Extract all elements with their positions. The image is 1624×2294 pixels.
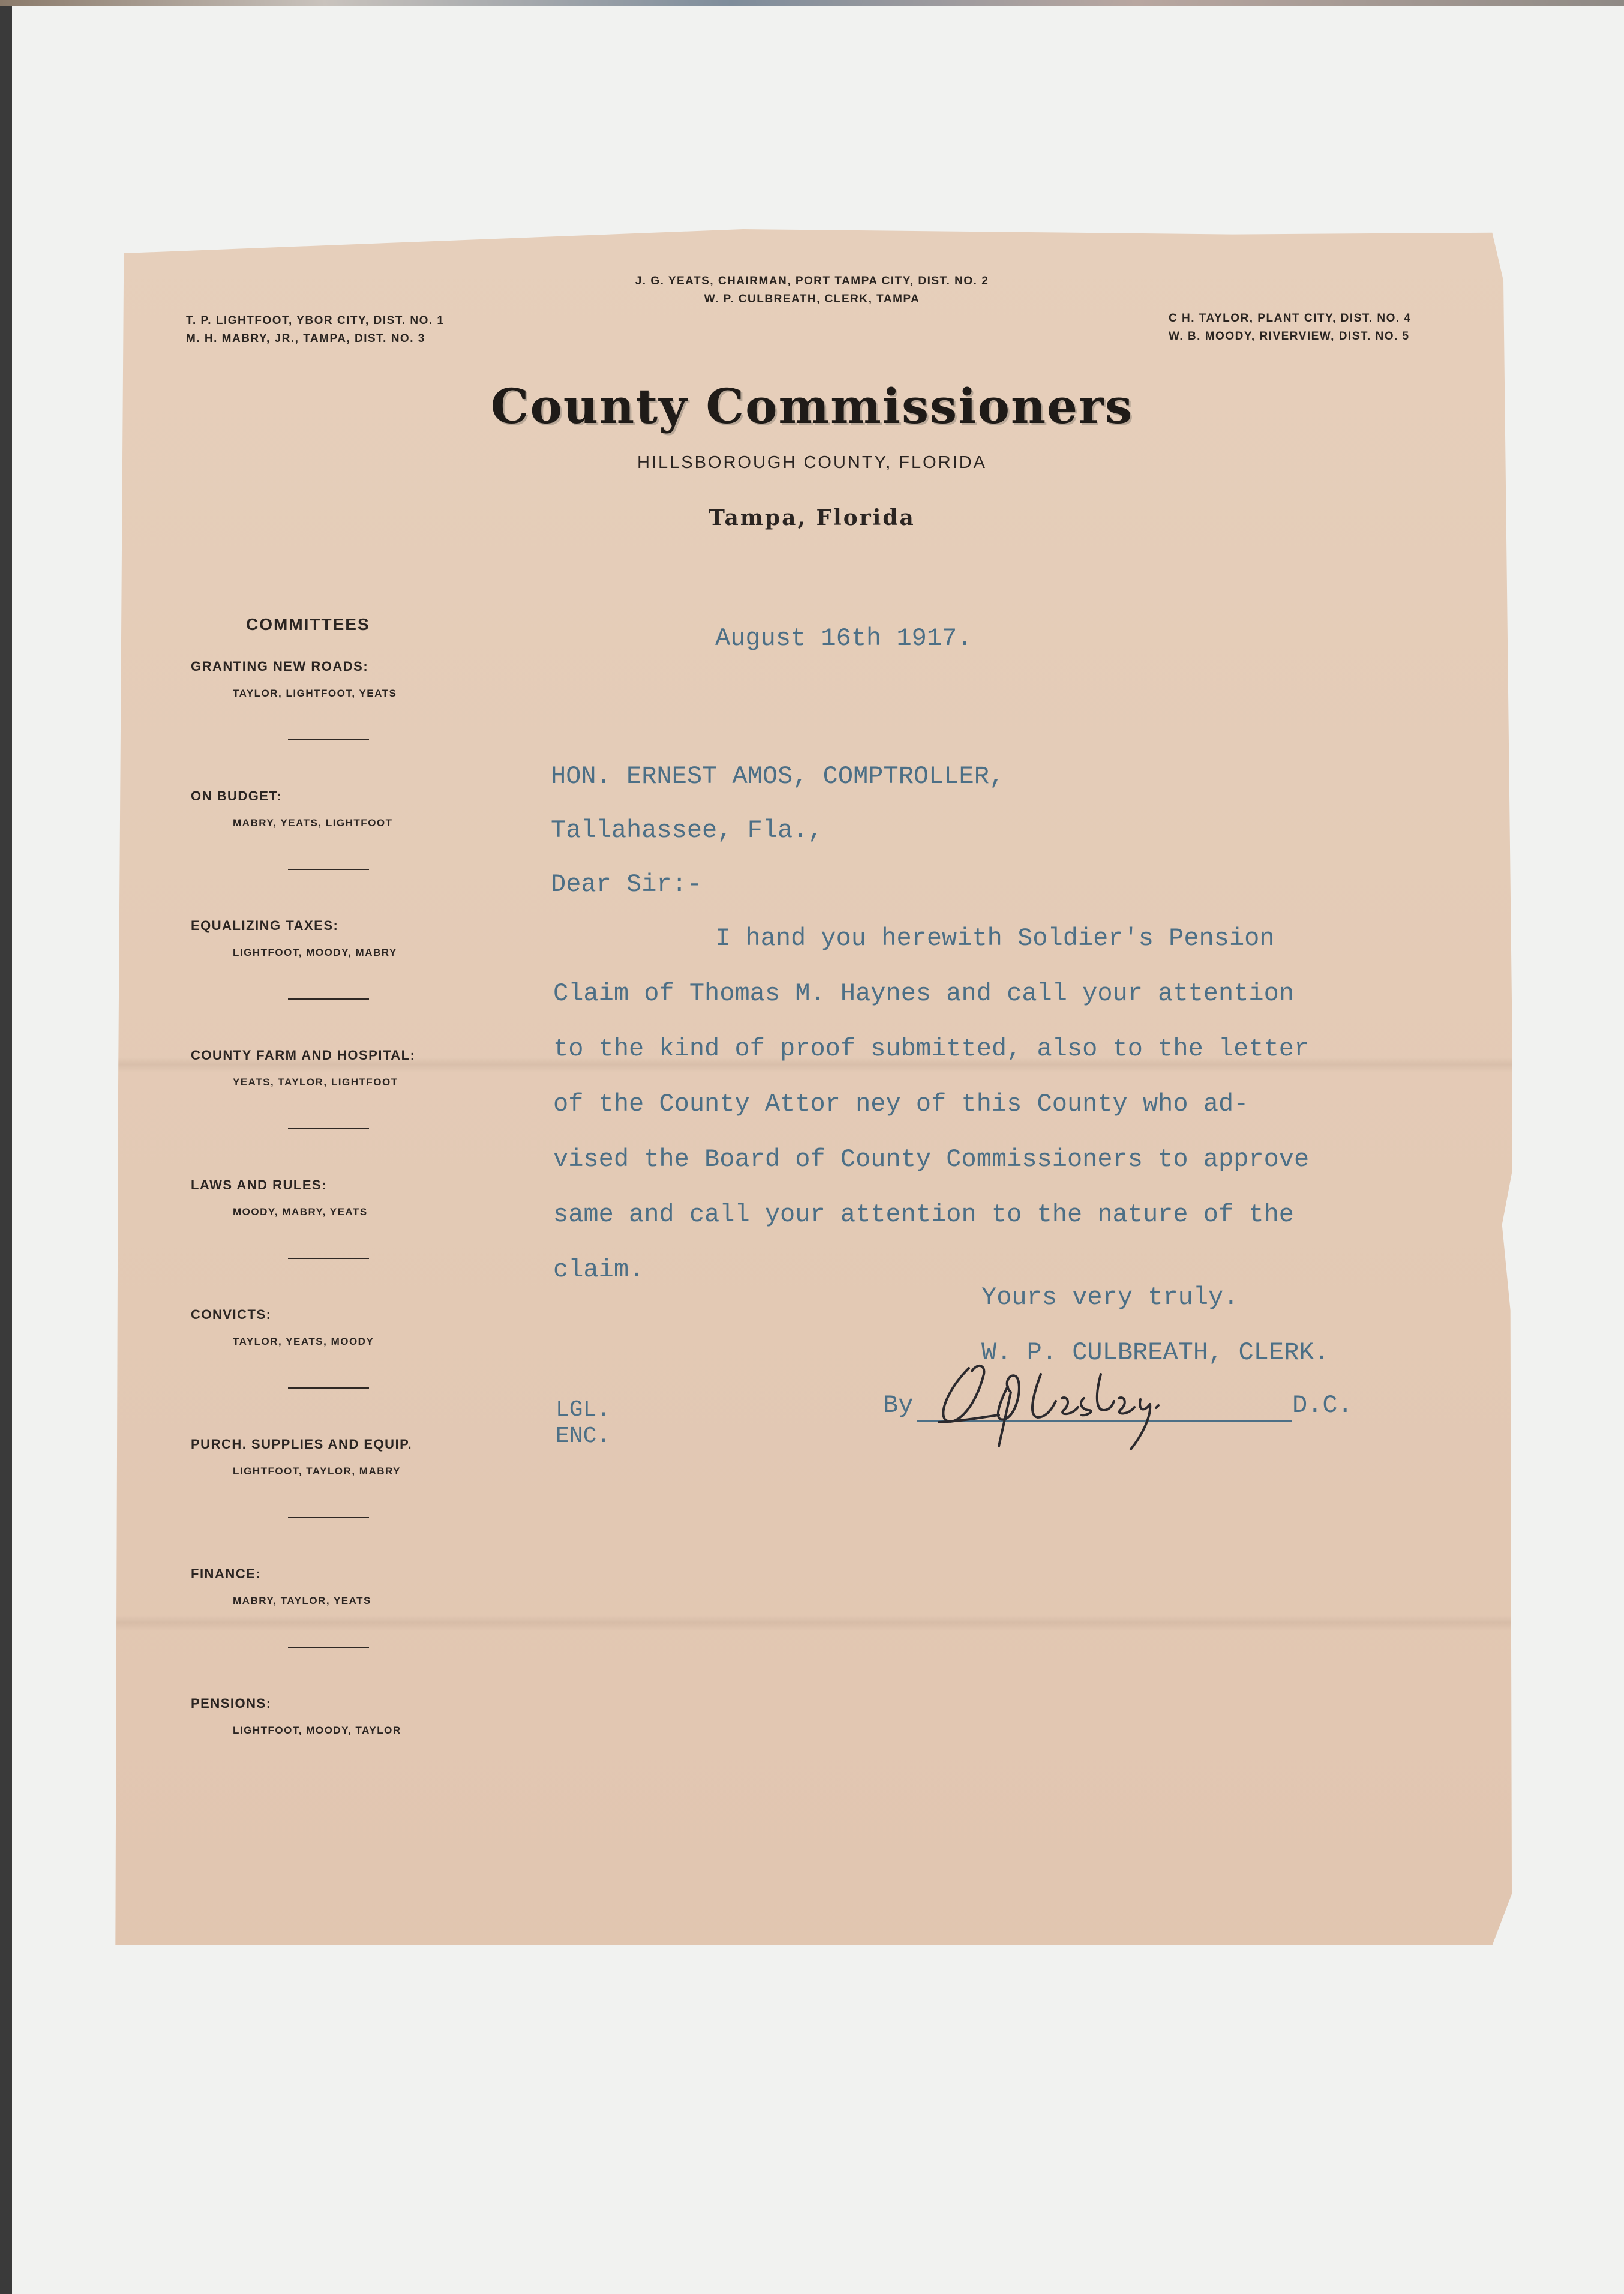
body-line: same and call your attention to the nature of the — [553, 1200, 1295, 1229]
committee-members: MABRY, YEATS, LIGHTFOOT — [233, 817, 393, 829]
committee-members: LIGHTFOOT, MOODY, MABRY — [233, 947, 397, 958]
scanner-edge-top — [0, 0, 1624, 6]
body-line: vised the Board of County Commissioners to approve — [553, 1145, 1310, 1174]
committee-name: PENSIONS: — [191, 1696, 272, 1711]
committee-divider — [288, 998, 369, 1000]
scanner-edge-left — [0, 6, 12, 2294]
committee-divider — [288, 1387, 369, 1389]
closing: Yours very truly. — [981, 1283, 1239, 1312]
committee-divider — [288, 1258, 369, 1259]
recipient-name: HON. ERNEST AMOS, COMPTROLLER, — [551, 762, 1005, 791]
typist-initials: LGL. — [556, 1397, 611, 1423]
commissioner-right-2: W. B. MOODY, RIVERVIEW, DIST. NO. 5 — [1169, 330, 1410, 343]
committee-item — [191, 788, 479, 870]
committee-name: LAWS AND RULES: — [191, 1177, 328, 1192]
committee-members: TAYLOR, LIGHTFOOT, YEATS — [233, 688, 397, 699]
body-line: to the kind of proof submitted, also to the letter — [553, 1034, 1310, 1063]
letterhead-subtitle: HILLSBOROUGH COUNTY, FLORIDA — [637, 453, 987, 472]
committees-heading: COMMITTEES — [246, 615, 370, 634]
committee-name: COUNTY FARM AND HOSPITAL: — [191, 1048, 416, 1063]
committee-divider — [288, 869, 369, 870]
committee-members: MOODY, MABRY, YEATS — [233, 1206, 368, 1218]
committee-divider — [288, 1128, 369, 1129]
committee-name: FINANCE: — [191, 1566, 262, 1581]
committee-members: YEATS, TAYLOR, LIGHTFOOT — [233, 1076, 398, 1088]
committee-members: LIGHTFOOT, TAYLOR, MABRY — [233, 1465, 401, 1477]
committee-name: EQUALIZING TAXES: — [191, 918, 339, 933]
committee-members: TAYLOR, YEATS, MOODY — [233, 1336, 374, 1347]
committee-members: MABRY, TAYLOR, YEATS — [233, 1595, 371, 1606]
committee-item — [191, 1048, 479, 1129]
commissioner-left-2: M. H. MABRY, JR., TAMPA, DIST. NO. 3 — [186, 332, 425, 345]
dc-label: D.C. — [1292, 1391, 1353, 1420]
committee-name: ON BUDGET: — [191, 788, 282, 803]
committee-item — [191, 1177, 479, 1259]
committee-members: LIGHTFOOT, MOODY, TAYLOR — [233, 1725, 401, 1736]
recipient-city: Tallahassee, Fla., — [551, 816, 823, 845]
committee-name: GRANTING NEW ROADS: — [191, 659, 369, 674]
commissioner-right-1: C H. TAYLOR, PLANT CITY, DIST. NO. 4 — [1169, 312, 1412, 325]
signatory: W. P. CULBREATH, CLERK. — [981, 1338, 1329, 1367]
committee-item — [191, 1566, 479, 1648]
committee-divider — [288, 739, 369, 740]
chairman-line: J. G. YEATS, CHAIRMAN, PORT TAMPA CITY, DIST. NO. 2 — [635, 275, 989, 287]
committee-item — [191, 1696, 479, 1737]
salutation: Dear Sir:- — [551, 870, 703, 899]
body-line: claim. — [553, 1255, 644, 1284]
commissioner-left-1: T. P. LIGHTFOOT, YBOR CITY, DIST. NO. 1 — [186, 314, 445, 327]
committee-divider — [288, 1517, 369, 1518]
committee-divider — [288, 1647, 369, 1648]
committee-item — [191, 1437, 479, 1518]
letterhead-title: County Commissioners — [490, 378, 1134, 434]
clerk-line: W. P. CULBREATH, CLERK, TAMPA — [704, 293, 920, 305]
letter-date: August 16th 1917. — [715, 624, 972, 653]
letterhead-city: Tampa, Florida — [709, 505, 915, 530]
handwritten-signature — [927, 1350, 1263, 1452]
committee-name: PURCH. SUPPLIES AND EQUIP. — [191, 1437, 413, 1452]
by-label: By — [883, 1391, 914, 1420]
committee-item — [191, 1307, 479, 1389]
body-line: of the County Attor ney of this County who ad- — [553, 1090, 1249, 1118]
body-line: I hand you herewith Soldier's Pension — [715, 924, 1275, 953]
enclosure-note: ENC. — [556, 1423, 611, 1449]
body-line: Claim of Thomas M. Haynes and call your attention — [553, 979, 1295, 1008]
committee-item — [191, 918, 479, 1000]
committee-name: CONVICTS: — [191, 1307, 272, 1322]
committee-item — [191, 659, 479, 740]
